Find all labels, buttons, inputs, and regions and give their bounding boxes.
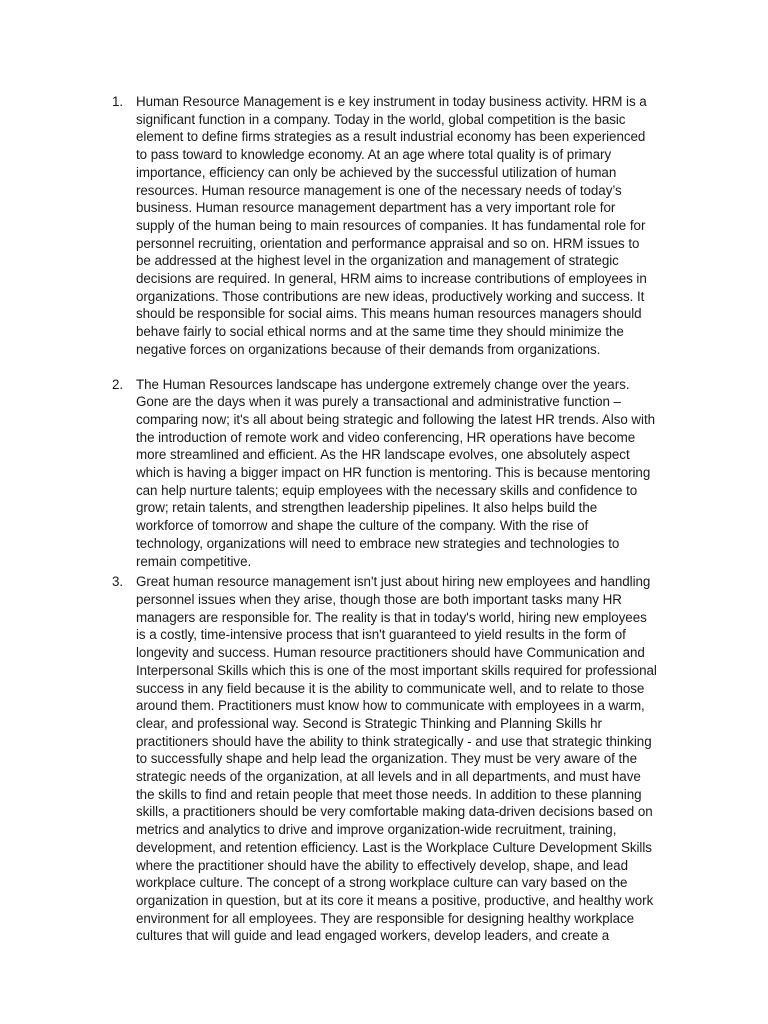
list-item-number: 1. <box>112 94 124 109</box>
list-item-number: 2. <box>112 376 124 392</box>
list-item-text: Great human resource management isn't just about hiring new employees and handling personnel issues when they arise, though those are both important tasks many HR managers are responsible for. The reality is that in today's world, hiring new employees is a costly, time-intensive process that isn't guaranteed to yield results in the form of longevity and success. Human resource practitioners should have Communication and Interpersonal Skills which this is one of the most important skills required for professional success in any field because it is the ability to communicate well, and to relate to those around them. Practitioners must know how to communicate with employees in a warm, clear, and professional way. Second is Strategic Thinking and Planning Skills hr practitioners should have the ability to think strategically - and use that strategic thinking to successfully shape and help lead the organization. They must be very aware of the strategic needs of the organization, at all levels and in all departments, and must have the skills to find and retain people that meet those needs. In addition to these planning skills, a practitioners should be very comfortable making data-driven decisions based on metrics and analytics to drive and improve organization-wide recruitment, training, development, and retention efficiency. Last is the Workplace Culture Development Skills where the practitioner should have the ability to effectively develop, shape, and lead workplace culture. The concept of a strong workplace culture can vary based on the organization in question, but at its core it means a positive, productive, and healthy work environment for all employees. They are responsible for designing healthy workplace cultures that will guide and lead engaged workers, develop leaders, and create a <box>136 574 657 944</box>
list-item-text: The Human Resources landscape has undergone extremely change over the years. Gone are the days when it was purely a transactional and administrative function – comparing now; it's all about being strategic and following the latest HR trends. Also with the introduction of remote work and video conferencing, HR operations have become more streamlined and efficient. As the HR landscape evolves, one absolutely aspect which is having a bigger impact on HR function is mentoring. This is because mentoring can help nurture talents; equip employees with the necessary skills and confidence to grow; retain talents, and strengthen leadership pipelines. It also helps build the workforce of tomorrow and shape the culture of the company. With the rise of technology, organizations will need to embrace new strategies and technologies to remain competitive. <box>136 376 656 569</box>
list-item-text: Human Resource Management is e key instrument in today business activity. HRM is a significant function in a company. Today in the world, global competition is the basic element to define firms strategies as a result industrial economy has been experienced to pass toward to knowledge economy. At an age where total quality is of primary importance, efficiency can only be achieved by the successful utilization of human resources. Human resource management is one of the necessary needs of today’s business. Human resource management department has a very important role for supply of the human being to main resources of companies. It has fundamental role for personnel recruiting, orientation and performance appraisal and so on. HRM issues to be addressed at the highest level in the organization and management of strategic decisions are required. In general, HRM aims to increase contributions of employees in organizations. Those contributions are new ideas, productively working and success. It should be responsible for social aims. This means human resources managers should behave fairly to social ethical norms and at the same time they should minimize the negative forces on organizations because of their demands from organizations. <box>136 94 647 357</box>
list-item <box>112 376 657 571</box>
list-item <box>112 573 657 945</box>
list-item-number: 3. <box>112 574 124 590</box>
list-item <box>112 93 657 359</box>
numbered-list <box>112 93 657 945</box>
